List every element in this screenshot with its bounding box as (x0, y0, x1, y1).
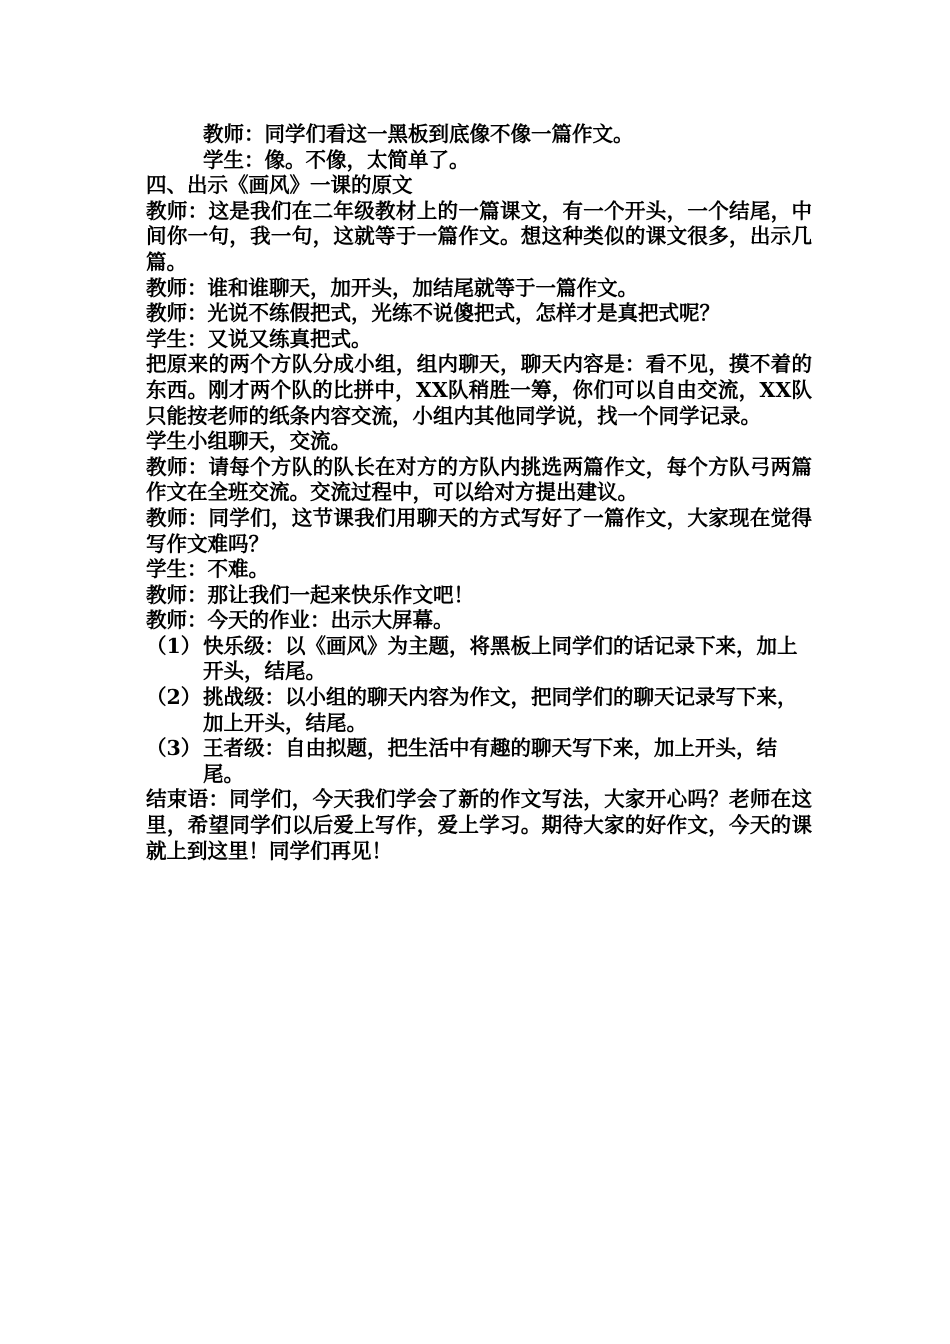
homework-text: 挑战级：以小组的聊天内容为作文，把同学们的聊天记录写下来，加上开头，结尾。 (203, 685, 798, 735)
homework-item (146, 634, 812, 685)
homework-text: 快乐级：以《画风》为主题，将黑板上同学们的话记录下来，加上开头，结尾。 (203, 633, 798, 684)
closing-paragraph: 结束语：同学们，今天我们学会了新的作文写法，大家开心吗？老师在这里，希望同学们以后爱上写作，爱上学习。期待大家的好作文，今天的课就上到这里！同学们再见！ (146, 787, 812, 863)
paragraph: 教师：请每个方队的队长在对方的方队内挑选两篇作文，每个方队弓两篇作文在全班交流。交流过程中，可以给对方提出建议。 (146, 454, 812, 505)
homework-item (146, 736, 812, 787)
paragraph: 教师：同学们看这一黑板到底像不像一篇作文。 (203, 122, 634, 146)
paragraph: 教师：那让我们一起来快乐作文吧！ (146, 582, 474, 607)
paragraph: 教师：光说不练假把式，光练不说傻把式，怎样才是真把式呢？ (146, 301, 720, 326)
section-heading: 四、出示《画风》一课的原文 (146, 173, 413, 198)
homework-text: 王者级：自由拟题，把生活中有趣的聊天写下来，加上开头，结尾。 (203, 736, 777, 786)
paragraph: 教师：同学们，这节课我们用聊天的方式写好了一篇作文，大家现在觉得写作文难吗？ (146, 505, 812, 556)
paragraph: 学生：又说又练真把式。 (146, 326, 372, 351)
homework-number: （1） (146, 633, 202, 658)
homework-number: （3） (146, 736, 202, 761)
homework-item (146, 685, 812, 736)
paragraph: 教师：谁和谁聊天，加开头，加结尾就等于一篇作文。 (146, 275, 638, 300)
paragraph: 学生：像。不像，太简单了。 (203, 147, 470, 172)
paragraph: 教师：今天的作业：出示大屏幕。 (146, 608, 454, 633)
paragraph: 学生：不难。 (146, 557, 269, 582)
paragraph: 学生小组聊天，交流。 (146, 429, 351, 454)
paragraph: 教师：这是我们在二年级教材上的一篇课文，有一个开头，一个结尾，中间你一句，我一句，这就等于一篇作文。想这种类似的课文很多，出示几篇。 (146, 198, 812, 274)
paragraph: 把原来的两个方队分成小组，组内聊天，聊天内容是：看不见，摸不着的东西。刚才两个队的比拼中，XX队稍胜一筹，你们可以自由交流，XX队只能按老师的纸条内容交流，小组内其他同学说，找一个同学记录。 (146, 352, 812, 428)
homework-number: （2） (146, 685, 202, 710)
document-body (146, 122, 812, 864)
